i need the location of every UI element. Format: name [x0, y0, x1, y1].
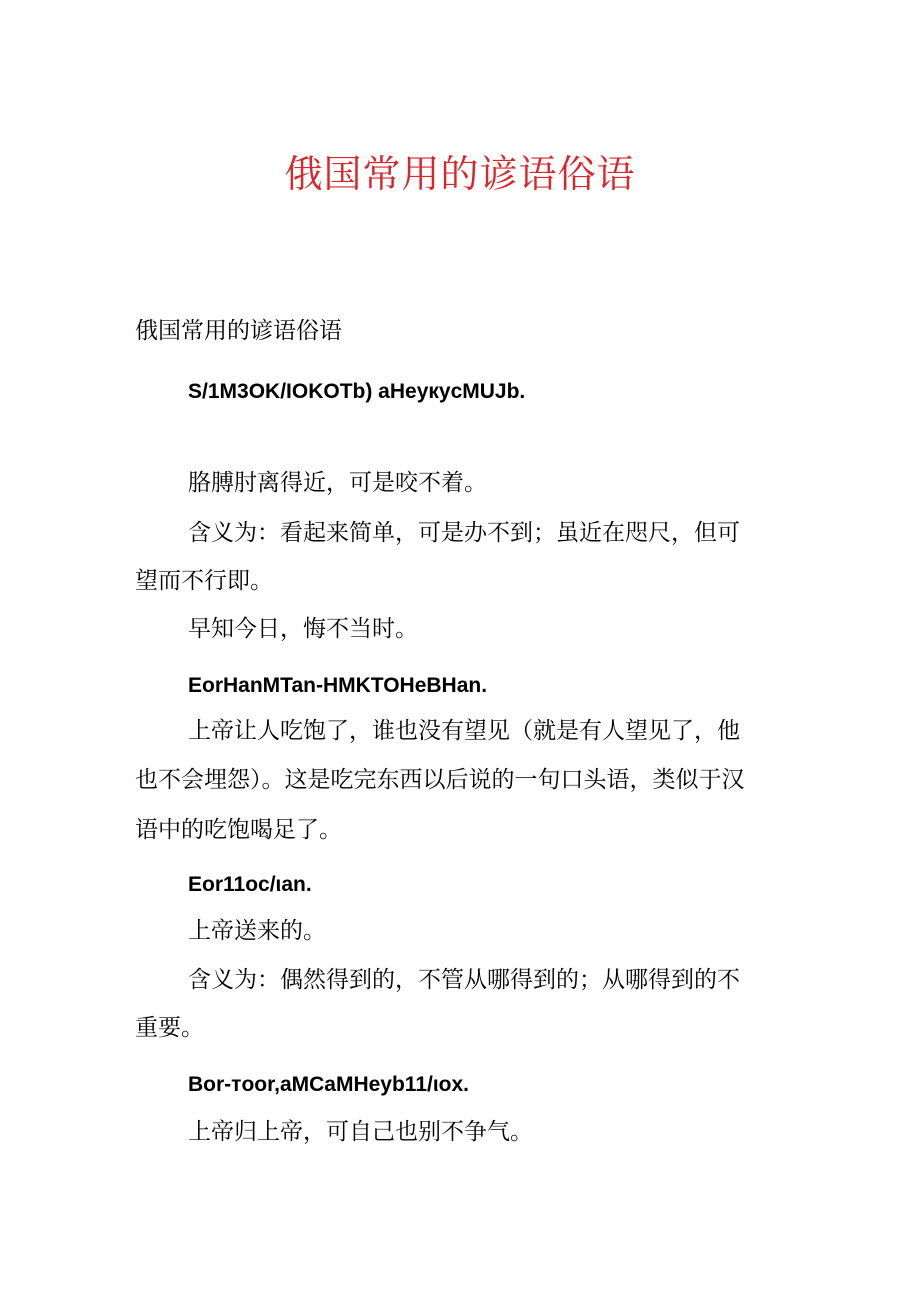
proverb-translation-2-line-3: 语中的吃饱喝足了。 [135, 817, 342, 843]
proverb-original-4: Bor-тoor,aMCaMHeyb11/ιox. [188, 1073, 470, 1096]
proverb-translation-2-line-1: 上帝让人吃饱了，谁也没有望见（就是有人望见了，他 [188, 718, 740, 744]
meaning-3-line-1: 含义为：偶然得到的，不管从哪得到的；从哪得到的不 [188, 967, 740, 993]
document-title: 俄国常用的谚语俗语 [284, 152, 636, 196]
proverb-original-1: S/1M3OK/IOKOTb) aHeyкycMUJb. [188, 380, 526, 403]
meaning-3-line-2: 重要。 [135, 1015, 204, 1041]
meaning-1-line-2: 望而不行即。 [135, 568, 273, 594]
meaning-1-line-1: 含义为：看起来简单，可是办不到；虽近在咫尺，但可 [188, 520, 740, 546]
section-heading: 俄国常用的谚语俗语 [135, 318, 342, 344]
proverb-original-2: EorHanMTan-HMKTOHeBHan. [188, 674, 488, 697]
proverb-note-1: 早知今日，悔不当时。 [188, 616, 418, 642]
proverb-translation-1: 胳膊肘离得近，可是咬不着。 [188, 470, 487, 496]
proverb-translation-3: 上帝送来的。 [188, 918, 326, 944]
proverb-translation-4: 上帝归上帝，可自己也别不争气。 [188, 1119, 533, 1145]
proverb-original-3: Eor11oc/ιan. [188, 873, 312, 896]
proverb-translation-2-line-2: 也不会埋怨）。这是吃完东西以后说的一句口头语，类似于汉 [135, 767, 745, 793]
